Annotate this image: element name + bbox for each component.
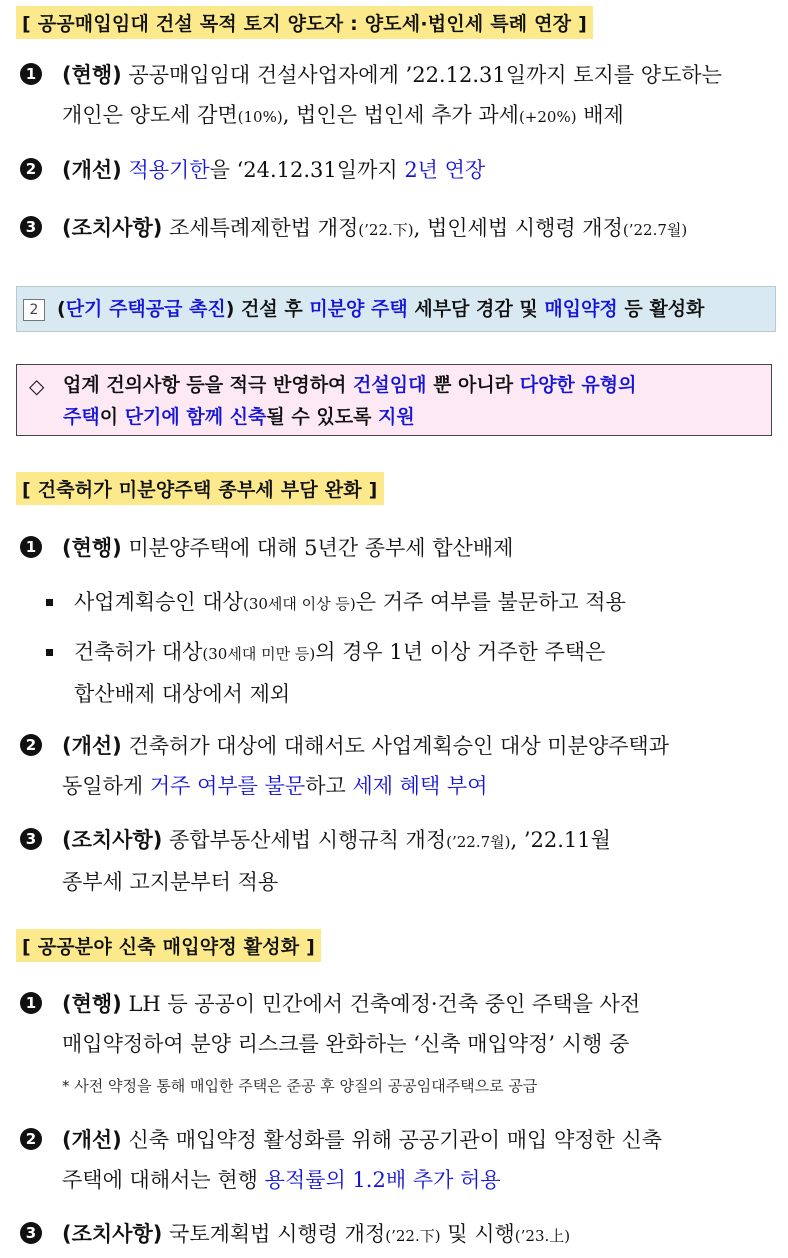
item-text: 종부세 고지분부터 적용 bbox=[62, 870, 279, 894]
improvement-item bbox=[20, 1120, 780, 1200]
summary-callout bbox=[16, 364, 772, 436]
item-note: (’22.下) bbox=[358, 221, 414, 239]
banner-highlight: 매입약정 bbox=[544, 298, 618, 320]
item-tag: (조치사항) bbox=[62, 216, 163, 240]
item-note: (10%) bbox=[237, 108, 283, 126]
bullet-text: 은 거주 여부를 불문하고 적용 bbox=[355, 590, 626, 614]
item-text: 배제 bbox=[576, 103, 624, 127]
bullet-note: (30세대 미만 등) bbox=[202, 645, 316, 663]
number-2-icon: 2 bbox=[20, 158, 42, 180]
action-item bbox=[20, 820, 780, 902]
banner-highlight: 단기 주택공급 촉진 bbox=[65, 298, 226, 320]
item-text: 신축 매입약정 활성화를 위해 공공기관이 매입 약정한 신축 bbox=[128, 1128, 663, 1152]
section-heading-purchase-agreement bbox=[16, 929, 321, 962]
diamond-icon: ◇ bbox=[29, 374, 45, 398]
current-item bbox=[20, 984, 780, 1064]
callout-highlight: 지원 bbox=[378, 406, 415, 428]
improvement-item bbox=[20, 150, 780, 190]
bullet-text: 합산배제 대상에서 제외 bbox=[74, 682, 291, 706]
section-heading-land-transfer bbox=[16, 6, 593, 39]
item-note: (’22.7월) bbox=[446, 833, 511, 851]
item-highlight: 2년 연장 bbox=[404, 158, 486, 182]
box-number: 2 bbox=[23, 299, 45, 321]
item-highlight: 세제 혜택 부여 bbox=[352, 774, 488, 798]
section-heading-text: [ 공공분야 신축 매입약정 활성화 ] bbox=[22, 936, 316, 958]
item-text: , ’22.11월 bbox=[510, 828, 611, 852]
item-text: LH 등 공공이 민간에서 건축예정·건축 중인 주택을 사전 bbox=[128, 992, 641, 1016]
number-1-icon: 1 bbox=[20, 992, 42, 1014]
item-tag: (개선) bbox=[62, 1128, 122, 1152]
current-item bbox=[20, 55, 780, 137]
bullet-item bbox=[46, 582, 786, 624]
item-tag: (현행) bbox=[62, 63, 122, 87]
banner-highlight: 미분양 주택 bbox=[309, 298, 408, 320]
item-tag: (조치사항) bbox=[62, 1222, 163, 1246]
item-text: 공공매입임대 건설사업자에게 ’22.12.31일까지 토지를 양도하는 bbox=[128, 63, 722, 87]
number-2-icon: 2 bbox=[20, 1128, 42, 1150]
item-text: , 법인은 법인세 추가 과세 bbox=[282, 103, 519, 127]
item-note: (+20%) bbox=[518, 108, 577, 126]
item-text: 주택에 대해서는 현행 bbox=[62, 1168, 265, 1192]
item-text: 국토계획법 시행령 개정 bbox=[169, 1222, 386, 1246]
bullet-text: 사업계획승인 대상 bbox=[74, 590, 243, 614]
banner-text: ) 건설 후 bbox=[225, 298, 310, 320]
item-text: 개인은 양도세 감면 bbox=[62, 103, 238, 127]
item-text: 건축허가 대상에 대해서도 사업계획승인 대상 미분양주택과 bbox=[128, 734, 669, 758]
callout-text: 이 bbox=[99, 406, 125, 428]
number-3-icon: 3 bbox=[20, 828, 42, 850]
footnote: * 사전 약정을 통해 매입한 주택은 준공 후 양질의 공공임대주택으로 공급 bbox=[62, 1077, 538, 1095]
banner-text: 세부담 경감 및 bbox=[407, 298, 545, 320]
bullet-text: 의 경우 1년 이상 거주한 주택은 bbox=[315, 640, 606, 664]
item-note: (’22.下) bbox=[385, 1227, 441, 1245]
bullet-square-icon bbox=[46, 599, 53, 606]
item-text: 및 시행 bbox=[440, 1222, 515, 1246]
callout-highlight: 다양한 유형의 bbox=[519, 374, 637, 396]
callout-text: 뿐 아니라 bbox=[426, 374, 520, 396]
banner-text: ( bbox=[57, 298, 66, 320]
item-tag: (현행) bbox=[62, 992, 122, 1016]
item-highlight: 적용기한 bbox=[128, 158, 210, 182]
item-text: 매입약정하여 분양 리스크를 완화하는 ‘신축 매입약정’ 시행 중 bbox=[62, 1032, 630, 1056]
callout-text: 업계 건의사항 등을 적극 반영하여 bbox=[63, 374, 354, 396]
subsection-banner bbox=[16, 286, 776, 332]
improvement-item bbox=[20, 726, 780, 806]
item-text: 하고 bbox=[305, 774, 353, 798]
item-text: 조세특례제한법 개정 bbox=[169, 216, 359, 240]
number-3-icon: 3 bbox=[20, 216, 42, 238]
item-text: 종합부동산세법 시행규칙 개정 bbox=[169, 828, 447, 852]
item-note: (’23.上) bbox=[514, 1227, 571, 1245]
item-note: (’22.7월) bbox=[622, 221, 688, 239]
item-tag: (개선) bbox=[62, 158, 122, 182]
callout-text: 될 수 있도록 bbox=[266, 406, 379, 428]
item-text: 을 ‘24.12.31일까지 bbox=[209, 158, 405, 182]
number-2-icon: 2 bbox=[20, 734, 42, 756]
number-3-icon: 3 bbox=[20, 1222, 42, 1244]
callout-highlight: 단기에 함께 신축 bbox=[124, 406, 267, 428]
item-text: 동일하게 bbox=[62, 774, 150, 798]
item-tag: (개선) bbox=[62, 734, 122, 758]
section-heading-unsold-housing bbox=[16, 472, 384, 505]
callout-highlight: 건설임대 bbox=[353, 374, 427, 396]
action-item bbox=[20, 1214, 780, 1256]
number-1-icon: 1 bbox=[20, 536, 42, 558]
current-item bbox=[20, 528, 780, 568]
bullet-note: (30세대 이상 등) bbox=[242, 595, 356, 613]
section-heading-text: [ 건축허가 미분양주택 종부세 부담 완화 ] bbox=[22, 479, 378, 501]
item-tag: (현행) bbox=[62, 536, 122, 560]
number-1-icon: 1 bbox=[20, 63, 42, 85]
bullet-item bbox=[46, 632, 786, 714]
bullet-square-icon bbox=[46, 649, 53, 656]
bullet-text: 건축허가 대상 bbox=[74, 640, 203, 664]
action-item bbox=[20, 208, 780, 250]
banner-text: 등 활성화 bbox=[617, 298, 705, 320]
item-highlight: 거주 여부를 불문 bbox=[149, 774, 306, 798]
item-tag: (조치사항) bbox=[62, 828, 163, 852]
callout-highlight: 주택 bbox=[63, 406, 100, 428]
item-text: , 법인세법 시행령 개정 bbox=[413, 216, 623, 240]
item-text: 미분양주택에 대해 5년간 종부세 합산배제 bbox=[128, 536, 514, 560]
item-highlight: 용적률의 1.2배 추가 허용 bbox=[264, 1168, 501, 1192]
section-heading-text: [ 공공매입임대 건설 목적 토지 양도자 : 양도세·법인세 특례 연장 ] bbox=[22, 13, 587, 35]
